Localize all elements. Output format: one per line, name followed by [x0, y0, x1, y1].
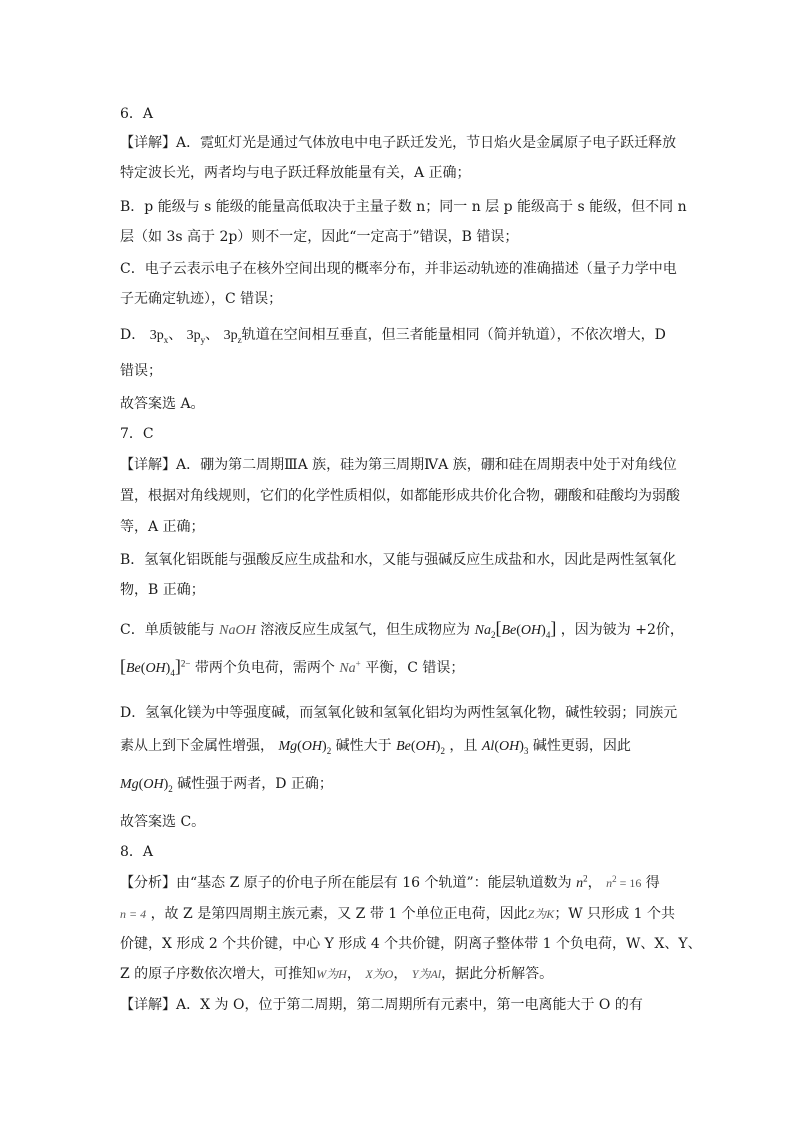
orbital-3px: $3p_x$	[149, 328, 169, 345]
q6-line-7-prefix: D．	[120, 327, 146, 343]
q7-line-9	[120, 736, 631, 757]
sep-1: 、	[168, 327, 183, 343]
formula-na2-be-oh4: $Na_2[Be(OH)_4]$	[474, 618, 557, 640]
q8-line-4-c: ，	[393, 966, 408, 982]
q7-line-5: 物，B 正确；	[120, 582, 205, 598]
formula-z-is-k: Z为K	[527, 907, 555, 921]
sep-2: 、	[205, 327, 220, 343]
q7-line-9-b: 碱性大于	[335, 738, 392, 754]
q7-line-10	[120, 774, 333, 795]
q7-line-3: 等，A 正确；	[120, 519, 205, 535]
q8-heading: 8．A	[120, 844, 154, 860]
q7-line-6-c: ，因为铍为 +2价，	[560, 622, 684, 638]
q7-line-6-b: 溶液反应生成氢气，但生成物应为	[260, 622, 471, 638]
q8-line-4	[120, 964, 553, 984]
q6-line-2: 特定波长光，两者均与电子跃迁释放能量有关，A 正确；	[120, 165, 471, 181]
q7-line-6-a: C．单质铍能与	[120, 622, 215, 638]
q8-line-2	[120, 904, 675, 924]
q7-line-7-a: 带两个负电荷，需两个	[194, 660, 335, 676]
formula-be-oh4-ion: $[Be(OH)_4]^{2-}$	[120, 656, 191, 678]
q6-heading: 6．A	[120, 106, 154, 122]
formula-na-plus: Na+	[339, 658, 361, 676]
q8-line-3: 价键，X 形成 2 个共价键，中心 Y 形成 4 个共价键，阴离子整体带 1 个负电荷，W、X、Y、	[120, 936, 702, 952]
orbital-3py: $3p_y$	[186, 328, 206, 345]
q7-line-7-b: 平衡，C 错误；	[365, 660, 465, 676]
formula-al-oh3: $Al(OH)_3$	[481, 739, 529, 756]
q7-line-2: 置，根据对角线规则，它们的化学性质相似，如都能形成共价化合物，硼酸和硅酸均为弱酸	[120, 488, 680, 504]
q7-line-9-d: 碱性更弱，因此	[532, 738, 631, 754]
formula-naoh: NaOH	[219, 623, 256, 638]
q6-line-5: C．电子云表示电子在核外空间出现的概率分布，并非运动轨迹的准确描述（量子力学中电	[120, 261, 677, 277]
formula-mg-oh2: $Mg(OH)_2$	[278, 739, 332, 756]
q7-line-7	[120, 656, 464, 679]
q8-line-4-d: ，据此分析解答。	[441, 966, 554, 982]
q8-line-5: 【详解】A．X 为 O，位于第二周期，第二周期所有元素中，第一电离能大于 O 的有	[120, 997, 643, 1013]
formula-n-squared: $n^2$	[576, 873, 588, 891]
q8-line-1	[120, 873, 660, 894]
q6-line-6: 子无确定轨迹），C 错误；	[120, 291, 283, 307]
q7-line-1: 【详解】A．硼为第二周期ⅢA 族，硅为第三周期ⅣA 族，硼和硅在周期表中处于对角线位	[120, 457, 677, 473]
q8-line-4-a: Z 的原子序数依次增大，可推知	[120, 966, 317, 982]
q7-line-10-text: 碱性强于两者，D 正确；	[177, 776, 333, 792]
q7-line-9-c: ，且	[449, 738, 478, 754]
q6-line-1: 【详解】A．霓虹灯光是通过气体放电中电子跃迁发光，节日焰火是金属原子电子跃迁释放	[120, 135, 677, 151]
q7-answer: 故答案选 C。	[120, 814, 206, 830]
q8-line-2-b: ；W 只形成 1 个共	[554, 906, 675, 922]
q7-heading: 7．C	[120, 426, 154, 442]
q6-line-7	[120, 325, 666, 346]
q6-line-7-suffix: 轨道在空间相互垂直，但三者能量相同（简并轨道），不依次增大，D	[241, 327, 666, 343]
q7-line-6	[120, 618, 684, 641]
q8-line-2-a: ，故 Z 是第四周期主族元素，又 Z 带 1 个单位正电荷，因此	[150, 906, 528, 922]
formula-y-is-al: Y为Al	[411, 967, 442, 981]
formula-be-oh2: $Be(OH)_2$	[396, 739, 445, 756]
formula-x-is-o: X为O	[365, 967, 394, 981]
orbital-3pz: $3p_z$	[223, 328, 242, 345]
q8-line-4-b: ，	[346, 966, 361, 982]
q8-line-1-a: 【分析】由“基态 Z 原子的价电子所在能层有 16 个轨道”：能层轨道数为	[120, 875, 572, 891]
q6-answer: 故答案选 A。	[120, 396, 205, 412]
formula-mg-oh2-b: $Mg(OH)_2$	[120, 777, 173, 794]
q8-line-1-c: 得	[645, 875, 660, 891]
q7-line-4: B．氢氧化铝既能与强酸反应生成盐和水，又能与强碱反应生成盐和水，因此是两性氢氧化	[120, 552, 677, 568]
q6-line-8: 错误；	[120, 363, 162, 379]
q8-line-1-b: ，	[587, 875, 602, 891]
q6-line-4: 层（如 3s 高于 2p）则不一定，因此“一定高于”错误，B 错误；	[120, 229, 519, 245]
formula-n2-eq-16: $n^2 = 16$	[606, 874, 642, 890]
formula-w-is-h: W为H	[316, 967, 347, 981]
q7-line-9-a: 素从上到下金属性增强，	[120, 738, 274, 754]
q7-line-8: D．氢氧化镁为中等强度碱，而氢氧化铍和氢氧化铝均为两性氢氧化物，碱性较弱；同族元	[120, 705, 678, 721]
q6-line-3: B．p 能级与 s 能级的能量高低取决于主量子数 n；同一 n 层 p 能级高于 s 能级，但不同 n	[120, 199, 687, 215]
formula-n-eq-4: n = 4	[120, 907, 147, 921]
